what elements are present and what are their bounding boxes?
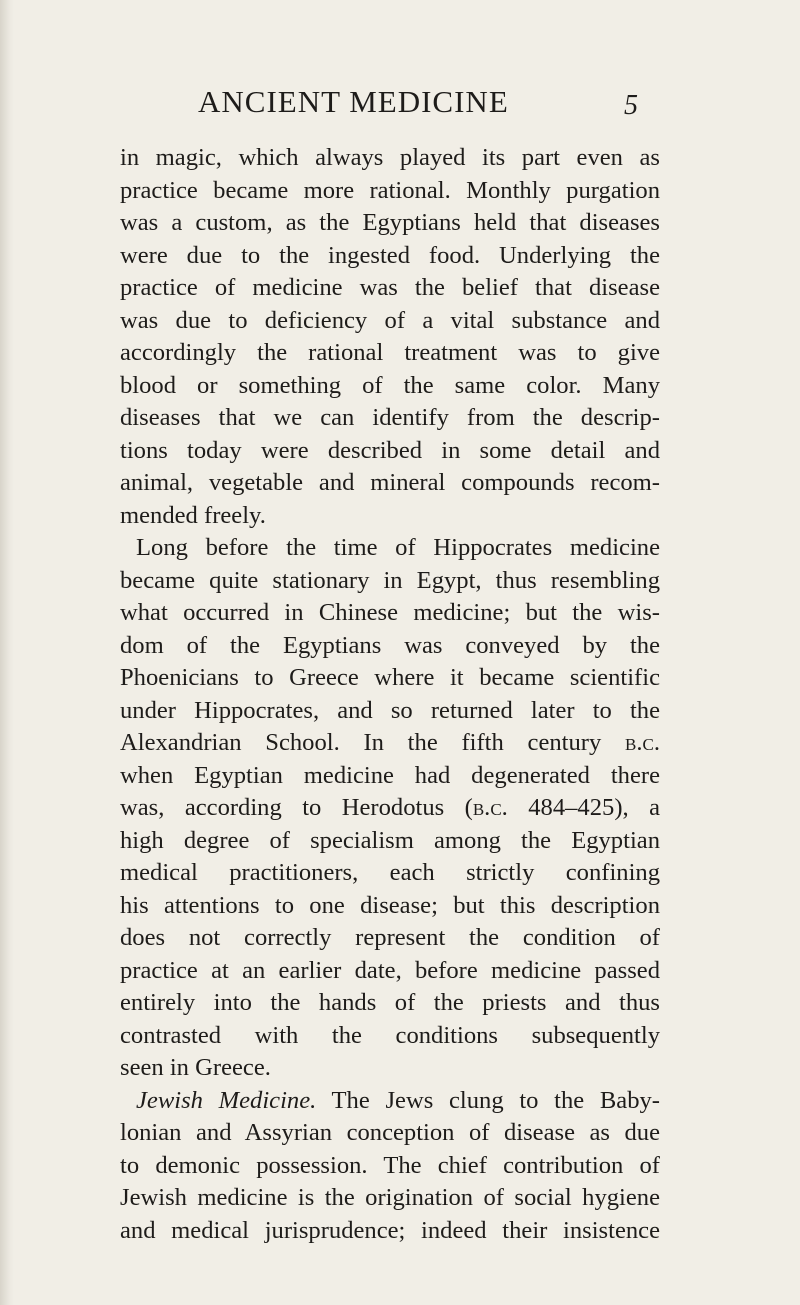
text-line: when Egyptian medicine had degenerated there <box>120 761 660 789</box>
text-line-with-abbrev <box>120 727 660 760</box>
text-line: seen in Greece. <box>120 1054 271 1081</box>
text-segment: 484–425), a <box>507 794 660 821</box>
running-title: ANCIENT MEDICINE <box>198 84 509 119</box>
text-line-with-heading <box>120 1085 660 1118</box>
text-line: entirely into the hands of the priests and thus <box>120 989 660 1016</box>
text-segment: was, according to Herodotus ( <box>120 794 473 821</box>
text-line: became quite stationary in Egypt, thus resembling <box>120 566 660 594</box>
text-line: high degree of specialism among the Egyptian <box>120 826 660 854</box>
text-line: practice of medicine was the belief that disease <box>120 274 660 301</box>
text-segment: Alexandrian School. In the fifth century <box>120 729 602 756</box>
text-segment: The Jews clung to the Baby- <box>316 1086 660 1114</box>
text-line: contrasted with the conditions subsequently <box>120 1021 660 1049</box>
text-line: does not correctly represent the condition of <box>120 924 660 951</box>
text-line: and medical jurisprudence; indeed their insistence <box>120 1216 660 1244</box>
text-line: under Hippocrates, and so returned later to the <box>120 696 660 724</box>
text-line: practice became more rational. Monthly purgation <box>120 176 660 204</box>
bc-abbrev: b.c. <box>472 794 508 821</box>
body-text <box>120 142 660 1247</box>
page-number: 5 <box>624 90 638 121</box>
running-head <box>0 82 800 122</box>
text-line: medical practitioners, each strictly confining <box>120 859 660 886</box>
section-heading-jewish-medicine: Jewish Medicine. <box>136 1086 317 1114</box>
text-line: mended freely. <box>120 501 266 529</box>
text-line: what occurred in Chinese medicine; but the wis- <box>120 599 660 626</box>
text-line: in magic, which always played its part even as <box>120 144 660 171</box>
text-line: was due to deficiency of a vital substance and <box>120 306 660 334</box>
text-line: was a custom, as the Egyptians held that diseases <box>120 209 660 236</box>
text-line: were due to the ingested food. Underlying the <box>120 241 660 269</box>
text-line: accordingly the rational treatment was to give <box>120 339 660 366</box>
text-line: his attentions to one disease; but this description <box>120 891 660 919</box>
text-line: tions today were described in some detail and <box>120 436 660 464</box>
text-line: to demonic possession. The chief contribution of <box>120 1151 660 1179</box>
text-line: Long before the time of Hippocrates medicine <box>136 534 660 561</box>
text-line: diseases that we can identify from the descrip- <box>120 404 660 431</box>
text-line: Phoenicians to Greece where it became scientific <box>120 664 660 691</box>
text-line: practice at an earlier date, before medicine passed <box>120 956 660 984</box>
text-line: animal, vegetable and mineral compounds recom- <box>120 469 660 496</box>
text-line: blood or something of the same color. Many <box>120 371 660 399</box>
page-gutter-shadow <box>0 0 14 1305</box>
text-line: dom of the Egyptians was conveyed by the <box>120 631 660 659</box>
text-line-with-abbrev <box>120 792 660 825</box>
text-line: Jewish medicine is the origination of social hygiene <box>120 1184 660 1211</box>
text-line: lonian and Assyrian conception of disease as due <box>120 1119 660 1146</box>
bc-abbrev: b.c. <box>625 729 660 756</box>
